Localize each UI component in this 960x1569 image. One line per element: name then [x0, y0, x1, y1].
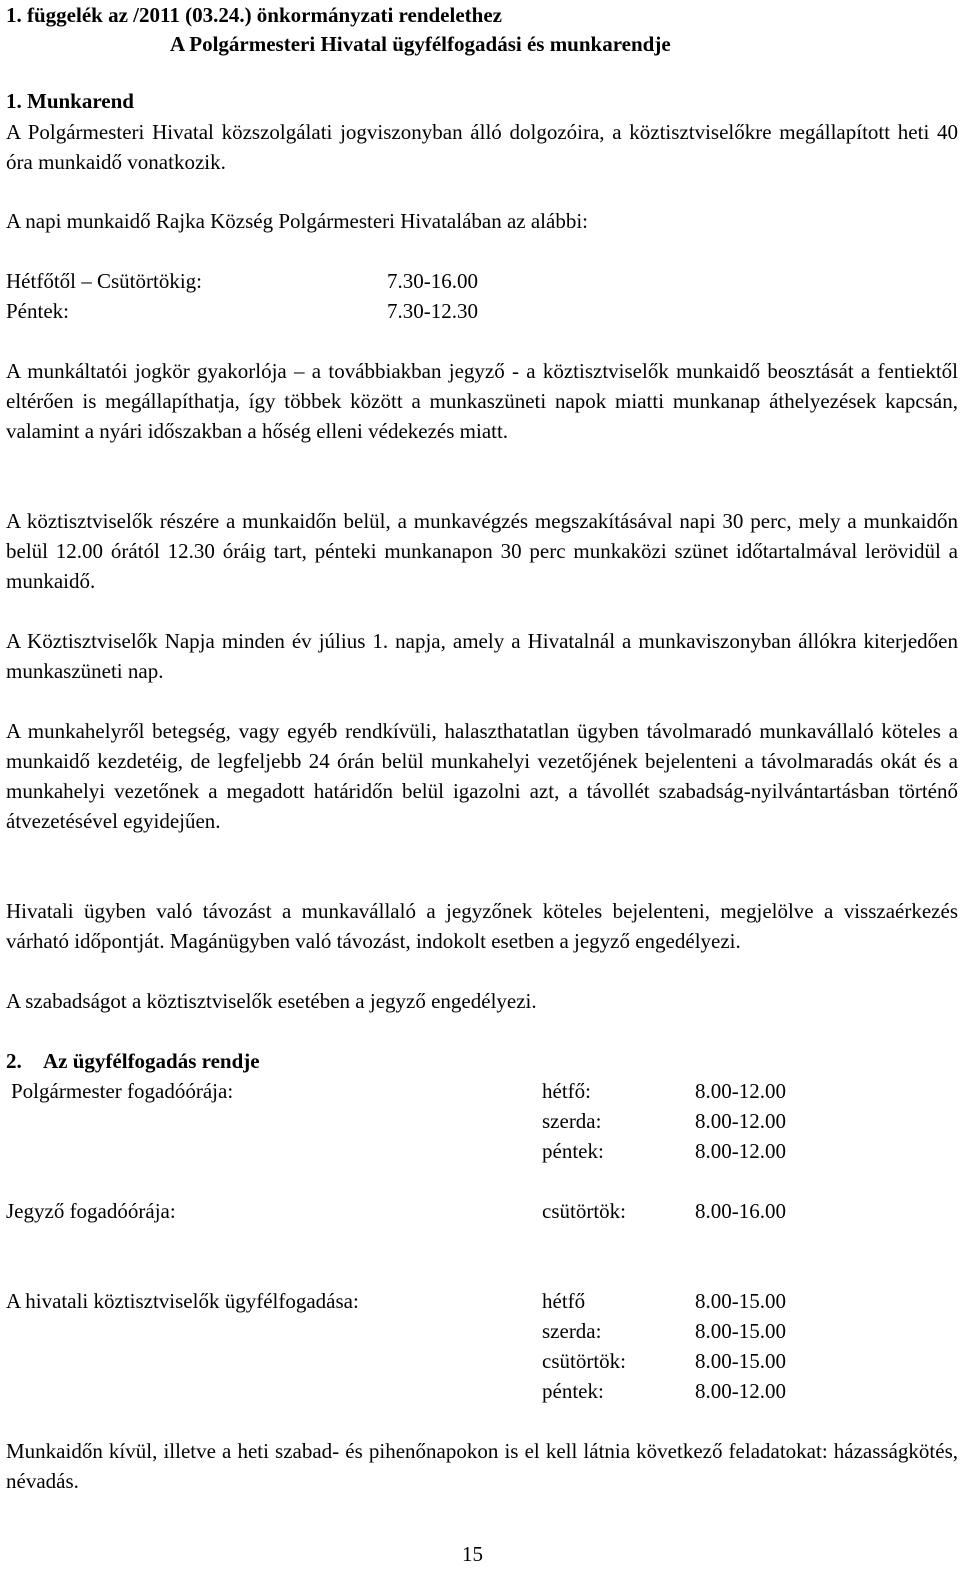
office-day: csütörtök: [542, 1349, 626, 1373]
paragraph-lunch-break: A köztisztviselők részére a munkaidőn belül, a munkavégzés megszakításával napi 30 perc, mely a munkaidőn belül 12.00 órától 12.30 óráig tart, pénteki munkanapon 30 perc munkaközi szünet időtartalmával lerövidül a munkaidő. [6, 509, 958, 593]
document-title: A Polgármesteri Hivatal ügyfélfogadási és munkarendje [170, 32, 671, 56]
appendix-title: 1. függelék az /2011 (03.24.) önkormányzati rendelethez [6, 3, 502, 27]
paragraph-civil-servants-day: A Köztisztviselők Napja minden év július 1. napja, amely a Hivatalnál a munkaviszonyban állókra kiterjedően munkaszüneti nap. [6, 629, 958, 683]
page-number: 15 [462, 1542, 483, 1566]
office-day: szerda: [542, 1319, 602, 1343]
paragraph-leaving-office: Hivatali ügyben való távozást a munkavállaló a jegyzőnek köteles bejelenteni, megjelölve a visszaérkezés várható időpontját. Magánügyben való távozást, indokolt esetben a jegyző engedélyezi. [6, 899, 958, 953]
office-day: hétfő [542, 1289, 586, 1313]
mayor-day: péntek: [542, 1139, 604, 1163]
schedule-time-mon-thu: 7.30-16.00 [387, 269, 478, 293]
office-time: 8.00-12.00 [695, 1379, 786, 1403]
schedule-label-fri: Péntek: [6, 299, 69, 323]
paragraph-holiday-approval: A szabadságot a köztisztviselők esetében a jegyző engedélyezi. [6, 989, 537, 1013]
section-2-title: Az ügyfélfogadás rendje [43, 1049, 260, 1073]
paragraph-absence: A munkahelyről betegség, vagy egyéb rendkívüli, halaszthatatlan ügyben távolmaradó munkavállaló köteles a munkaidő kezdetéig, de legfeljebb 24 órán belül munkahelyi vezetőjének bejelenteni a távolmaradás okát és a munkahelyi vezetőnek a megadott határidőn belül igazolni azt, a távollét szabadság-nyilvántartásban történő átvezetésével egyidejűen. [6, 719, 958, 833]
mayor-time: 8.00-12.00 [695, 1139, 786, 1163]
schedule-label-mon-thu: Hétfőtől – Csütörtökig: [6, 269, 202, 293]
section-1-title: 1. Munkarend [6, 89, 134, 113]
mayor-time: 8.00-12.00 [695, 1079, 786, 1103]
mayor-day: hétfő: [542, 1079, 591, 1103]
mayor-time: 8.00-12.00 [695, 1109, 786, 1133]
mayor-day: szerda: [542, 1109, 602, 1133]
paragraph-employer-authority: A munkáltatói jogkör gyakorlója – a továbbiakban jegyző - a köztisztviselők munkaidő beosztását a fentiektől eltérően is megállapíthatja, így többek között a munkaszüneti napok miatti munkanap áthelyezések kapcsán, valamint a nyári időszakban a hőség elleni védekezés miatt. [6, 359, 958, 443]
office-time: 8.00-15.00 [695, 1319, 786, 1343]
notary-day: csütörtök: [542, 1199, 626, 1223]
mayor-hours-label: Polgármester fogadóórája: [11, 1079, 234, 1103]
schedule-time-fri: 7.30-12.30 [387, 299, 478, 323]
paragraph-after-hours-duties: Munkaidőn kívül, illetve a heti szabad- és pihenőnapokon is el kell látnia következő feladatokat: házasságkötés, névadás. [6, 1439, 958, 1493]
section-2-number: 2. [6, 1049, 22, 1073]
section-1-intro: A Polgármesteri Hivatal közszolgálati jogviszonyban álló dolgozóira, a köztisztviselőkre megállapított heti 40 óra munkaidő vonatkozik. [6, 120, 958, 174]
office-day: péntek: [542, 1379, 604, 1403]
daily-hours-intro: A napi munkaidő Rajka Község Polgármesteri Hivatalában az alábbi: [6, 209, 588, 233]
notary-time: 8.00-16.00 [695, 1199, 786, 1223]
notary-hours-label: Jegyző fogadóórája: [6, 1199, 176, 1223]
office-time: 8.00-15.00 [695, 1289, 786, 1313]
office-hours-label: A hivatali köztisztviselők ügyfélfogadása: [6, 1289, 359, 1313]
office-time: 8.00-15.00 [695, 1349, 786, 1373]
